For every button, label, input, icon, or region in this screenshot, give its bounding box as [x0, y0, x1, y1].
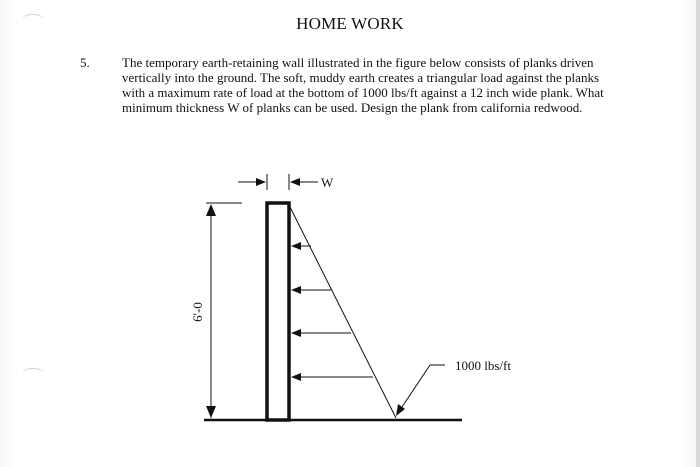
problem-number: 5.: [80, 55, 90, 70]
load-leader-arrowhead: [396, 404, 405, 416]
load-leader-diagonal: [400, 365, 430, 410]
height-arrow-top: [206, 204, 216, 216]
width-arrow-left: [256, 178, 266, 186]
height-arrow-bottom: [206, 406, 216, 418]
width-label: W: [321, 175, 334, 190]
width-arrow-right: [290, 178, 300, 186]
load-triangle-edge: [289, 205, 396, 418]
page-title: HOME WORK: [296, 14, 404, 33]
problem-statement: The temporary earth-retaining wall illustrated in the figure below consists of planks driven vertically into the ground. The soft, muddy earth creates a triangular load against the planks with a maximum rate of load at the bottom of 1000 lbs/ft against a 12 inch wide plank. What minimum thickness W of planks can be used. Design the plank from california redwood.: [122, 55, 604, 115]
load-label: 1000 lbs/ft: [455, 358, 511, 373]
height-label: 6'-0: [190, 302, 205, 322]
plank: [267, 203, 289, 420]
load-arrows: [291, 242, 373, 381]
